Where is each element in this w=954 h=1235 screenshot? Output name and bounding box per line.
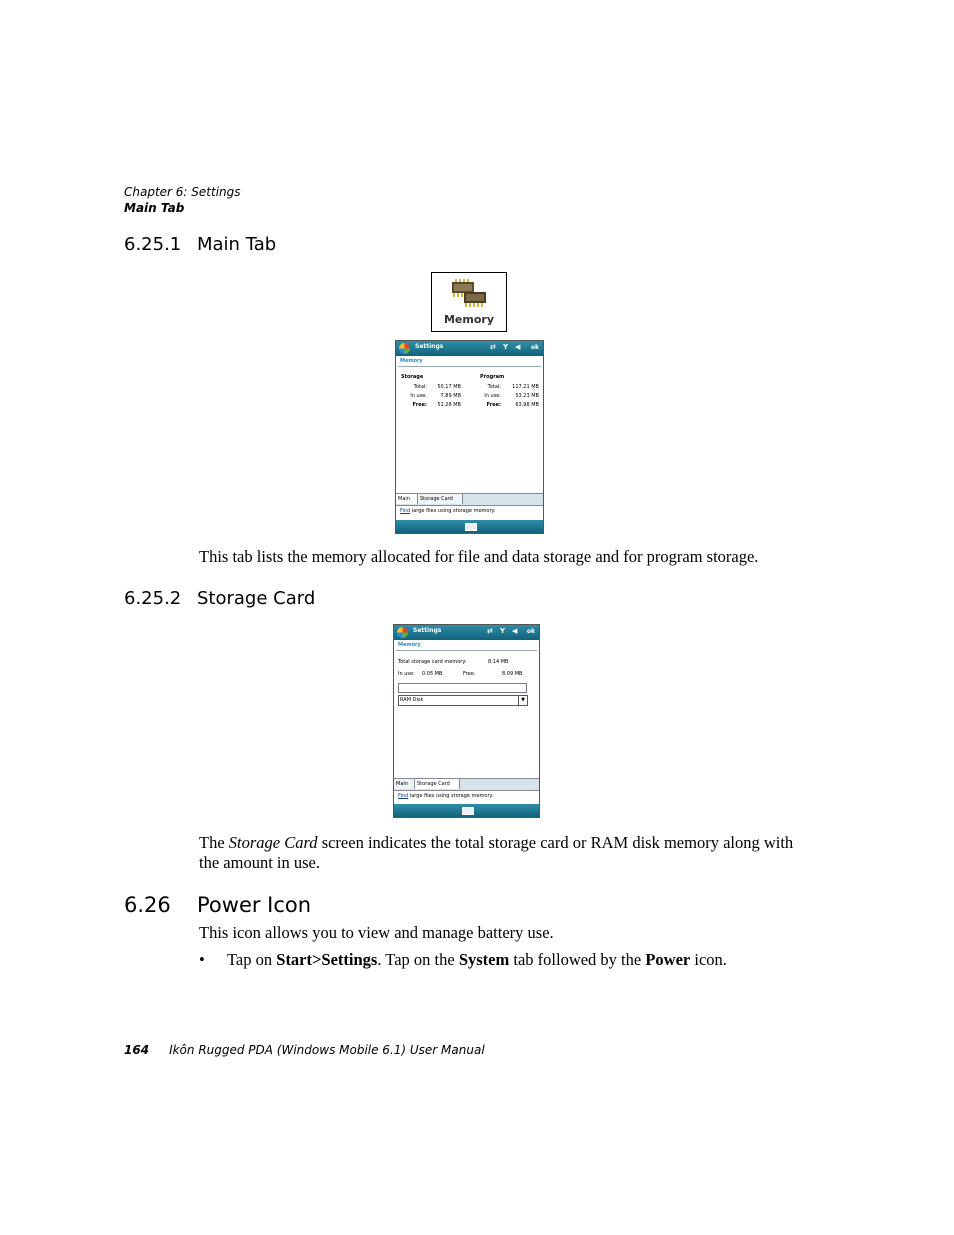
program-heading: Program (480, 374, 505, 380)
keyboard-icon[interactable] (465, 523, 477, 531)
find-large-files-line (396, 505, 543, 518)
storage-select-value: RAM Disk (400, 697, 424, 703)
storage-card-screenshot (393, 624, 540, 818)
running-header-chapter: Chapter 6: Settings (124, 185, 241, 199)
window-title: Settings (413, 627, 442, 634)
text-run: screen indicates the total storage card or RAM disk memory along with (317, 833, 794, 852)
program-free-value: 63.98 MB (515, 402, 539, 408)
volume-icon[interactable]: ◀ (512, 627, 518, 635)
chevron-down-icon[interactable]: ▼ (518, 696, 527, 705)
window-title: Settings (415, 343, 444, 350)
storage-inuse-value: 7.89 MB (440, 393, 461, 399)
signal-icon[interactable]: Y (503, 343, 509, 351)
storage-free-value: 51.28 MB (437, 402, 461, 408)
storage-card-description (199, 833, 819, 873)
storage-select[interactable] (398, 695, 528, 706)
instruction-bullet (199, 950, 727, 970)
emphasis-storage-card: Storage Card (228, 833, 318, 852)
tab-main[interactable]: Main (396, 494, 418, 504)
menu-bar (394, 804, 539, 817)
section-heading-power-icon (124, 893, 311, 917)
page-subhead: Memory (400, 358, 423, 364)
inuse-label: In use: (398, 671, 415, 677)
page-number: 164 (124, 1043, 150, 1057)
section-number: 6.25.2 (124, 588, 182, 609)
signal-icon[interactable]: Y (500, 627, 506, 635)
text-run: icon. (690, 950, 727, 969)
storage-free-label: Free: (412, 402, 427, 408)
memory-chips-icon (450, 278, 490, 308)
title-bar (394, 625, 539, 640)
find-description: large files using storage memory. (410, 508, 496, 514)
section-heading-storage-card (124, 588, 315, 609)
bullet-text (227, 950, 727, 970)
running-header-section: Main Tab (124, 201, 185, 215)
section-heading-main-tab (124, 234, 276, 255)
bullet-mark: • (199, 950, 205, 969)
title-bar (396, 341, 543, 356)
storage-heading: Storage (401, 374, 424, 380)
section-number: 6.25.1 (124, 234, 182, 255)
program-inuse-label: In use: (484, 393, 501, 399)
windows-start-icon[interactable] (399, 343, 410, 354)
find-large-files-line (394, 790, 539, 803)
program-total-value: 117.21 MB (512, 384, 539, 390)
text-run: tab followed by the (509, 950, 646, 969)
text-run: the amount in use. (199, 853, 320, 872)
main-tab-screenshot (395, 340, 544, 534)
tab-strip (394, 778, 539, 790)
total-storage-value: 8.14 MB (488, 659, 509, 665)
section-number: 6.26 (124, 893, 171, 917)
section-title: Main Tab (197, 234, 277, 255)
power-icon-description: This icon allows you to view and manage battery use. (199, 923, 554, 942)
connectivity-icon[interactable]: ⇄ (487, 627, 493, 635)
program-inuse-value: 53.23 MB (515, 393, 539, 399)
find-link[interactable]: Find (400, 508, 411, 514)
storage-total-value: 50.17 MB (437, 384, 461, 390)
storage-total-label: Total: (413, 384, 427, 390)
bold-power: Power (645, 950, 691, 969)
tab-main[interactable]: Main (394, 779, 415, 789)
free-value: 8.09 MB (502, 671, 523, 677)
volume-icon[interactable]: ◀ (515, 343, 521, 351)
keyboard-icon[interactable] (462, 807, 474, 815)
divider (398, 366, 541, 367)
total-storage-label: Total storage card memory: (398, 659, 467, 665)
main-tab-description: This tab lists the memory allocated for file and data storage and for program storage. (199, 547, 759, 566)
divider (396, 650, 537, 651)
ok-button[interactable]: ok (530, 344, 539, 351)
program-total-label: Total: (487, 384, 501, 390)
tab-strip (396, 493, 543, 505)
tab-storage-card[interactable]: Storage Card (418, 494, 463, 504)
windows-start-icon[interactable] (397, 627, 408, 638)
text-run: Tap on (227, 950, 277, 969)
footer (124, 1043, 485, 1057)
connectivity-icon[interactable]: ⇄ (490, 343, 496, 351)
menu-bar (396, 520, 543, 533)
ok-button[interactable]: ok (526, 628, 535, 635)
text-run: . Tap on the (377, 950, 459, 969)
text-run: The (199, 833, 229, 852)
find-description: large files using storage memory. (408, 793, 494, 799)
storage-inuse-label: In use: (410, 393, 427, 399)
usage-bar (398, 683, 527, 693)
memory-icon-label: Memory (443, 313, 495, 326)
section-title: Power Icon (197, 893, 312, 917)
section-title: Storage Card (197, 588, 316, 609)
find-link[interactable]: Find (398, 793, 409, 799)
tab-storage-card[interactable]: Storage Card (415, 779, 460, 789)
bold-start-settings: Start>Settings (276, 950, 378, 969)
bold-system: System (458, 950, 510, 969)
page-subhead: Memory (398, 642, 421, 648)
program-free-label: Free: (486, 402, 501, 408)
memory-icon-tile (431, 272, 507, 332)
manual-title: Ikôn Rugged PDA (Windows Mobile 6.1) User Manual (169, 1043, 485, 1057)
free-label: Free: (463, 671, 476, 677)
inuse-value: 0.05 MB (422, 671, 443, 677)
